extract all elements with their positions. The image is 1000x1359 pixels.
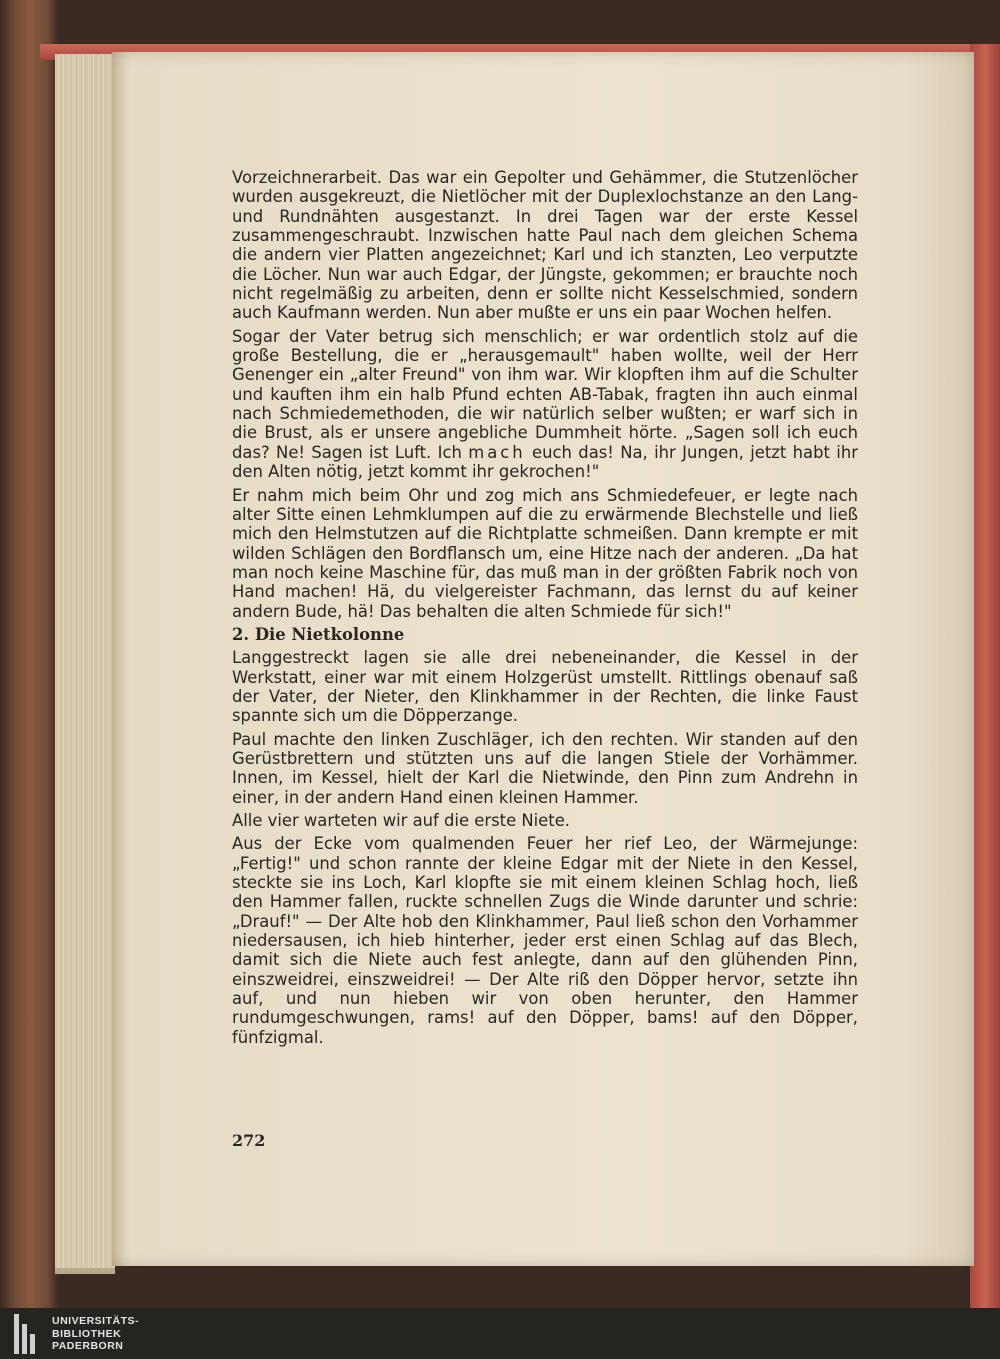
paragraph: Alle vier warteten wir auf die erste Niete. [232,811,570,830]
library-logo [14,1314,184,1354]
paragraph: Paul machte den linken Zuschläger, ich den rechten. Wir standen auf den Gerüstbrettern und stützten uns auf die langen Stiele der Vorhämmer. Innen, im Kessel, hielt der Karl die Nietwinde, den Pinn zum Andrehn in einer, in der andern Hand einen kleinen Hammer. [232,729,858,807]
paragraph-text: euch das! Na, ihr Jungen, jetzt habt ihr den Alten nötig, jetzt kommt ihr gekrochen!" [232,442,858,482]
page-number: 272 [232,1131,266,1150]
paragraph-text: Sogar der Vater betrug sich menschlich; er war ordentlich stolz auf die große Bestellung, die er „herausgemault" haben wollte, weil der Herr Genenger ein „alter Freund" von ihm war. Wir klopften ihm auf die Schulter und kauften ihm ein halb Pfund echten AB-Tabak, fragten ihn auch einmal nach Schmiedemethoden, die wir natürlich selber wußten; er warf sich in die Brust, als er unsere angebliche Dummheit hörte. „Sagen soll ich euch das? Ne! Sagen ist Luft. Ich [232,326,858,462]
footer-bar [0,1308,1000,1359]
paragraph [232,327,858,482]
section-heading: 2. Die Nietkolonne [232,624,405,644]
emphasized-word: mach [468,442,526,462]
page-stack-edges [55,54,115,1274]
paragraph: Er nahm mich beim Ohr und zog mich ans Schmiedefeuer, er legte nach alter Sitte einen Lehmklumpen auf die zu erwärmende Blechstelle und ließ mich den Helmstutzen auf die Richtplatte schmeißen. Dann krempte er mit wilden Schlägen den Bordflansch um, eine Hitze nach der anderen. „Da hat man noch keine Maschine für, das muß man in der größten Fabrik noch von Hand machen! Hä, du vielgereister Fachmann, das lernst du auf keiner andern Bude, hä! Das behalten die alten Schmiede für sich!" [232,485,858,621]
paragraph: Langgestreckt lagen sie alle drei nebeneinander, die Kessel in der Werkstatt, einer war mit einem Holzgerüst umstellt. Rittlings obenauf saß der Vater, der Nieter, den Klinkhammer in der Rechten, die linke Faust spannte sich um die Döpperzange. [232,648,858,726]
page-text [232,168,858,1051]
logo-line: BIBLIOTHEK [52,1327,122,1340]
logo-line: PADERBORN [52,1340,124,1352]
logo-text [52,1315,139,1353]
paragraph: Aus der Ecke vom qualmenden Feuer her rief Leo, der Wärmejunge: „Fertig!" und schon rannte der kleine Edgar mit der Niete in den Kessel, steckte sie ins Loch, Karl klopfte sie mit einem kleinen Schlag hoch, ließ den Hammer fallen, ruckte schnellen Zugs die Winde darunter und schrie: „Drauf!" — Der Alte hob den Klinkhammer, Paul ließ schon den Vorhammer niedersausen, ich hieb hinterher, jeder erst einen Schlag auf das Blech, damit sich die Niete auch fest anlegte, dann auf den glühenden Pinn, einszweidrei, einszweidrei! — Der Alte riß den Döpper hervor, setzte ihn auf, und nun hieben wir von oben herunter, den Hammer rundumgeschwungen, rams! auf den Döpper, bams! auf den Döpper, fünfzigmal. [232,834,858,1047]
book-page [112,52,974,1266]
paragraph: Vorzeichnerarbeit. Das war ein Gepolter und Gehämmer, die Stutzenlöcher wurden ausgekreuzt, die Nietlöcher mit der Duplexlochstanze an den Lang- und Rundnähten ausgestanzt. In drei Tagen war der erste Kessel zusammengeschraubt. Inzwischen hatte Paul nach dem gleichen Schema die andern vier Platten angezeichnet; Karl und ich stanzten, Leo verputzte die Löcher. Nun war auch Edgar, der Jüngste, gekommen; er brauchte noch nicht regelmäßig zu arbeiten, denn er sollte nicht Kesselschmied, sondern auch Kaufmann werden. Nun aber mußte er uns ein paar Wochen helfen. [232,168,858,323]
logo-stripes-icon [14,1314,44,1354]
logo-line: UNIVERSITÄTS- [52,1315,140,1327]
book-cover-right-edge [970,44,1000,1308]
